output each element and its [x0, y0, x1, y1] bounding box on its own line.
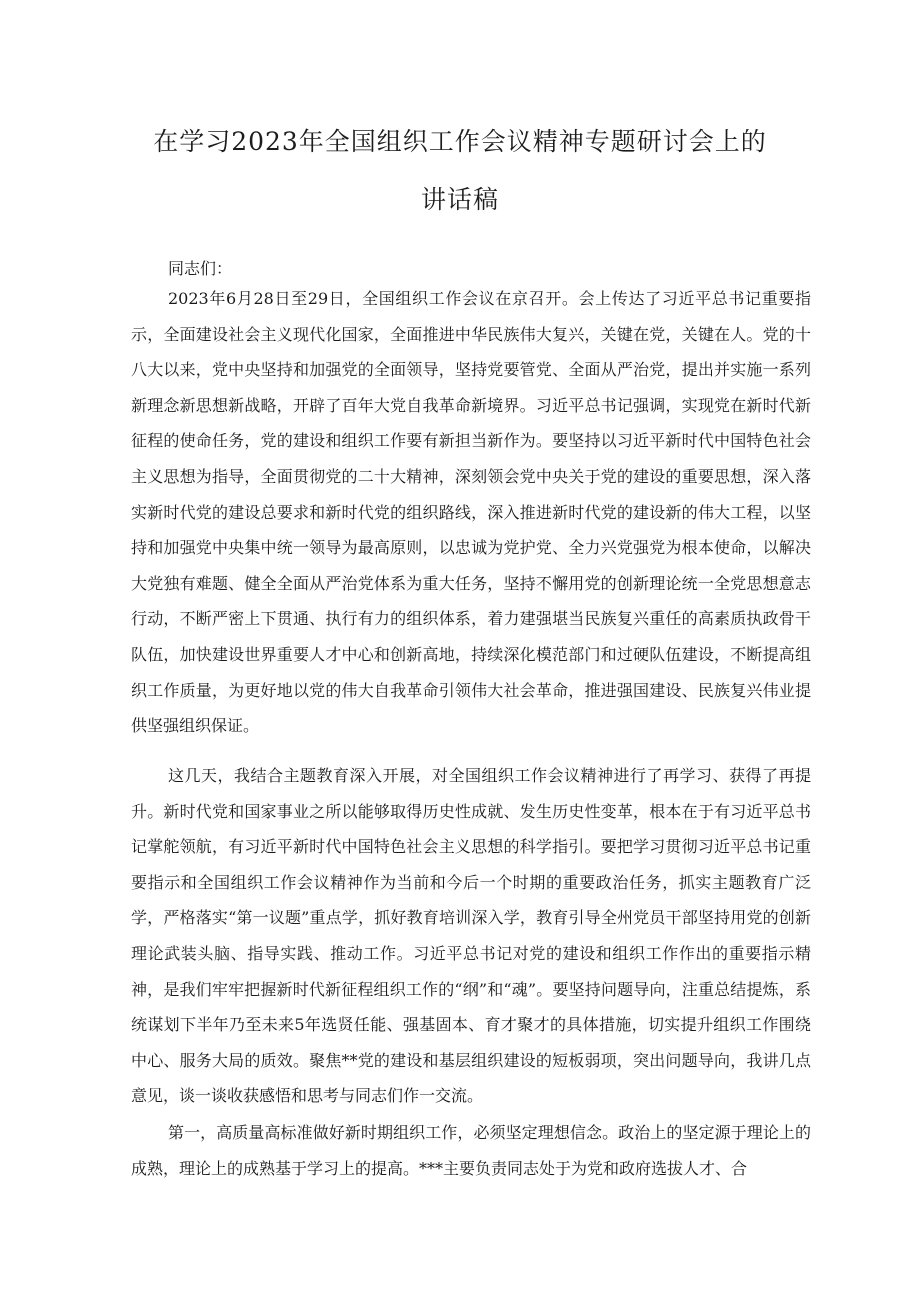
paragraph-3: 第一，高质量高标准做好新时期组织工作，必须坚定理想信念。政治上的坚定源于理论上的成熟，理论上的成熟基于学习上的提高。***主要负责同志处于为党和政府选拔人才、合 — [131, 1123, 811, 1178]
document-title-line-1: 在学习2023年全国组织工作会议精神专题研讨会上的 — [153, 127, 767, 156]
salutation: 同志们： — [168, 259, 233, 278]
document-title-line-2: 讲话稿 — [420, 185, 499, 214]
paragraph-2: 这几天，我结合主题教育深入开展，对全国组织工作会议精神进行了再学习、获得了再提升。新时代党和国家事业之所以能够取得历史性成就、发生历史性变革，根本在于有习近平总书记掌舵领航，有习近平新时代中国特色社会主义思想的科学指引。要把学习贯彻习近平总书记重要指示和全国组织工作会议精神作为当前和今后一个时期的重要政治任务，抓实主题教育广泛学，严格落实“第一议题”重点学，抓好教育培训深入学，教育引导全州党员干部坚持用党的创新理论武装头脑、指导实践、推动工作。习近平总书记对党的建设和组织工作作出的重要指示精神，是我们牢牢把握新时代新征程组织工作的“纲”和“魂”。要坚持问题导向，注重总结提炼，系统谋划下半年乃至未来5年选贤任能、强基固本、育才聚才的具体措施，切实提升组织工作围绕中心、服务大局的质效。聚焦**党的建设和基层组织建设的短板弱项，突出问题导向，我讲几点意见，谈一谈收获感悟和思考与同志们作一交流。 — [131, 766, 811, 1106]
paragraph-1: 2023年6月28日至29日，全国组织工作会议在京召开。会上传达了习近平总书记重要指示，全面建设社会主义现代化国家，全面推进中华民族伟大复兴，关键在党，关键在人。党的十八大以来，党中央坚持和加强党的全面领导，坚持党要管党、全面从严治党，提出并实施一系列新理念新思想新战略，开辟了百年大党自我革命新境界。习近平总书记强调，实现党在新时代新征程的使命任务，党的建设和组织工作要有新担当新作为。要坚持以习近平新时代中国特色社会主义思想为指导，全面贯彻党的二十大精神，深刻领会党中央关于党的建设的重要思想，深入落实新时代党的建设总要求和新时代党的组织路线，深入推进新时代党的建设新的伟大工程，以坚持和加强党中央集中统一领导为最高原则，以忠诚为党护党、全力兴党强党为根本使命，以解决大党独有难题、健全全面从严治党体系为重大任务，坚持不懈用党的创新理论统一全党思想意志行动，不断严密上下贯通、执行有力的组织体系，着力建强堪当民族复兴重任的高素质执政骨干队伍，加快建设世界重要人才中心和创新高地，持续深化模范部门和过硬队伍建设，不断提高组织工作质量，为更好地以党的伟大自我革命引领伟大社会革命，推进强国建设、民族复兴伟业提供坚强组织保证。 — [131, 289, 811, 736]
